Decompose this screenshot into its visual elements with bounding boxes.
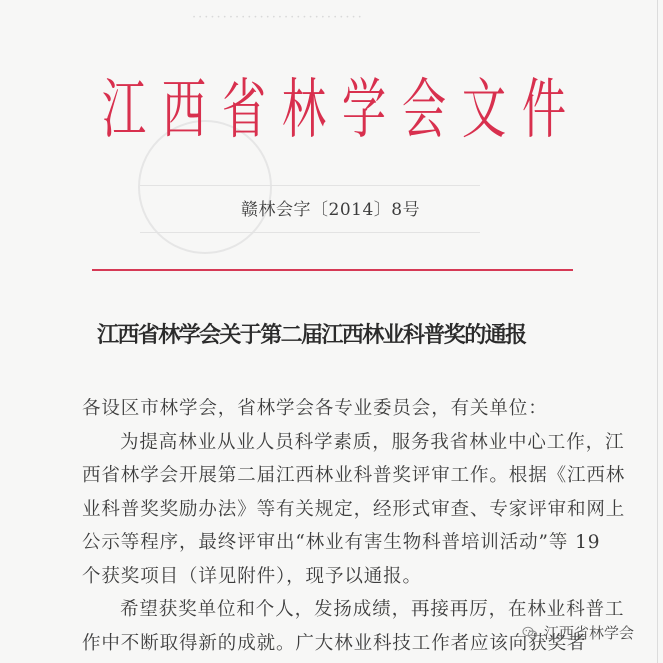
body-line: 公示等程序，最终评审出“林业有害生物科普培训活动”等 19: [82, 532, 601, 553]
wechat-icon: [522, 625, 538, 641]
masthead-char: 件: [521, 71, 567, 148]
masthead-char: 西: [161, 71, 207, 148]
body-line: 个获奖项目（详见附件），现予以通报。: [82, 565, 422, 587]
salutation: 各设区市林学会，省林学会各专业委员会，有关单位：: [82, 398, 548, 419]
notice-title: 江西省林学会关于第二届江西林业科普奖的通报: [97, 322, 526, 348]
body-line: 西省林学会开展第二届江西林业科普奖评审工作。根据《江西林: [82, 465, 626, 486]
show-through-text: ····························: [190, 10, 362, 25]
wechat-watermark: [522, 622, 634, 643]
watermark-account-name: 江西省林学会: [544, 624, 635, 642]
masthead-char: 林: [281, 71, 327, 148]
body-line: 希望获奖单位和个人，发扬成绩，再接再厉，在林业科普工: [120, 599, 625, 620]
body-line: 作中不断取得新的成就。广大林业科技工作者应该向获奖者: [82, 632, 587, 654]
page-edge: [657, 0, 658, 663]
masthead-char: 文: [461, 71, 507, 148]
masthead-title: [96, 70, 572, 150]
masthead-char: 江: [101, 71, 147, 148]
show-through-line: [140, 232, 480, 233]
masthead-char: 会: [401, 71, 447, 148]
show-through-line: [140, 185, 480, 186]
document-number: 赣林会字〔2014〕8号: [241, 200, 421, 220]
notice-body: [82, 392, 626, 660]
red-divider-line: [92, 269, 573, 271]
masthead-char: 学: [341, 71, 387, 148]
masthead-char: 省: [221, 71, 267, 148]
body-line: 为提高林业从业人员科学素质，服务我省林业中心工作，江: [120, 431, 625, 453]
body-line: 业科普奖奖励办法》等有关规定，经形式审查、专家评审和网上: [82, 498, 626, 520]
